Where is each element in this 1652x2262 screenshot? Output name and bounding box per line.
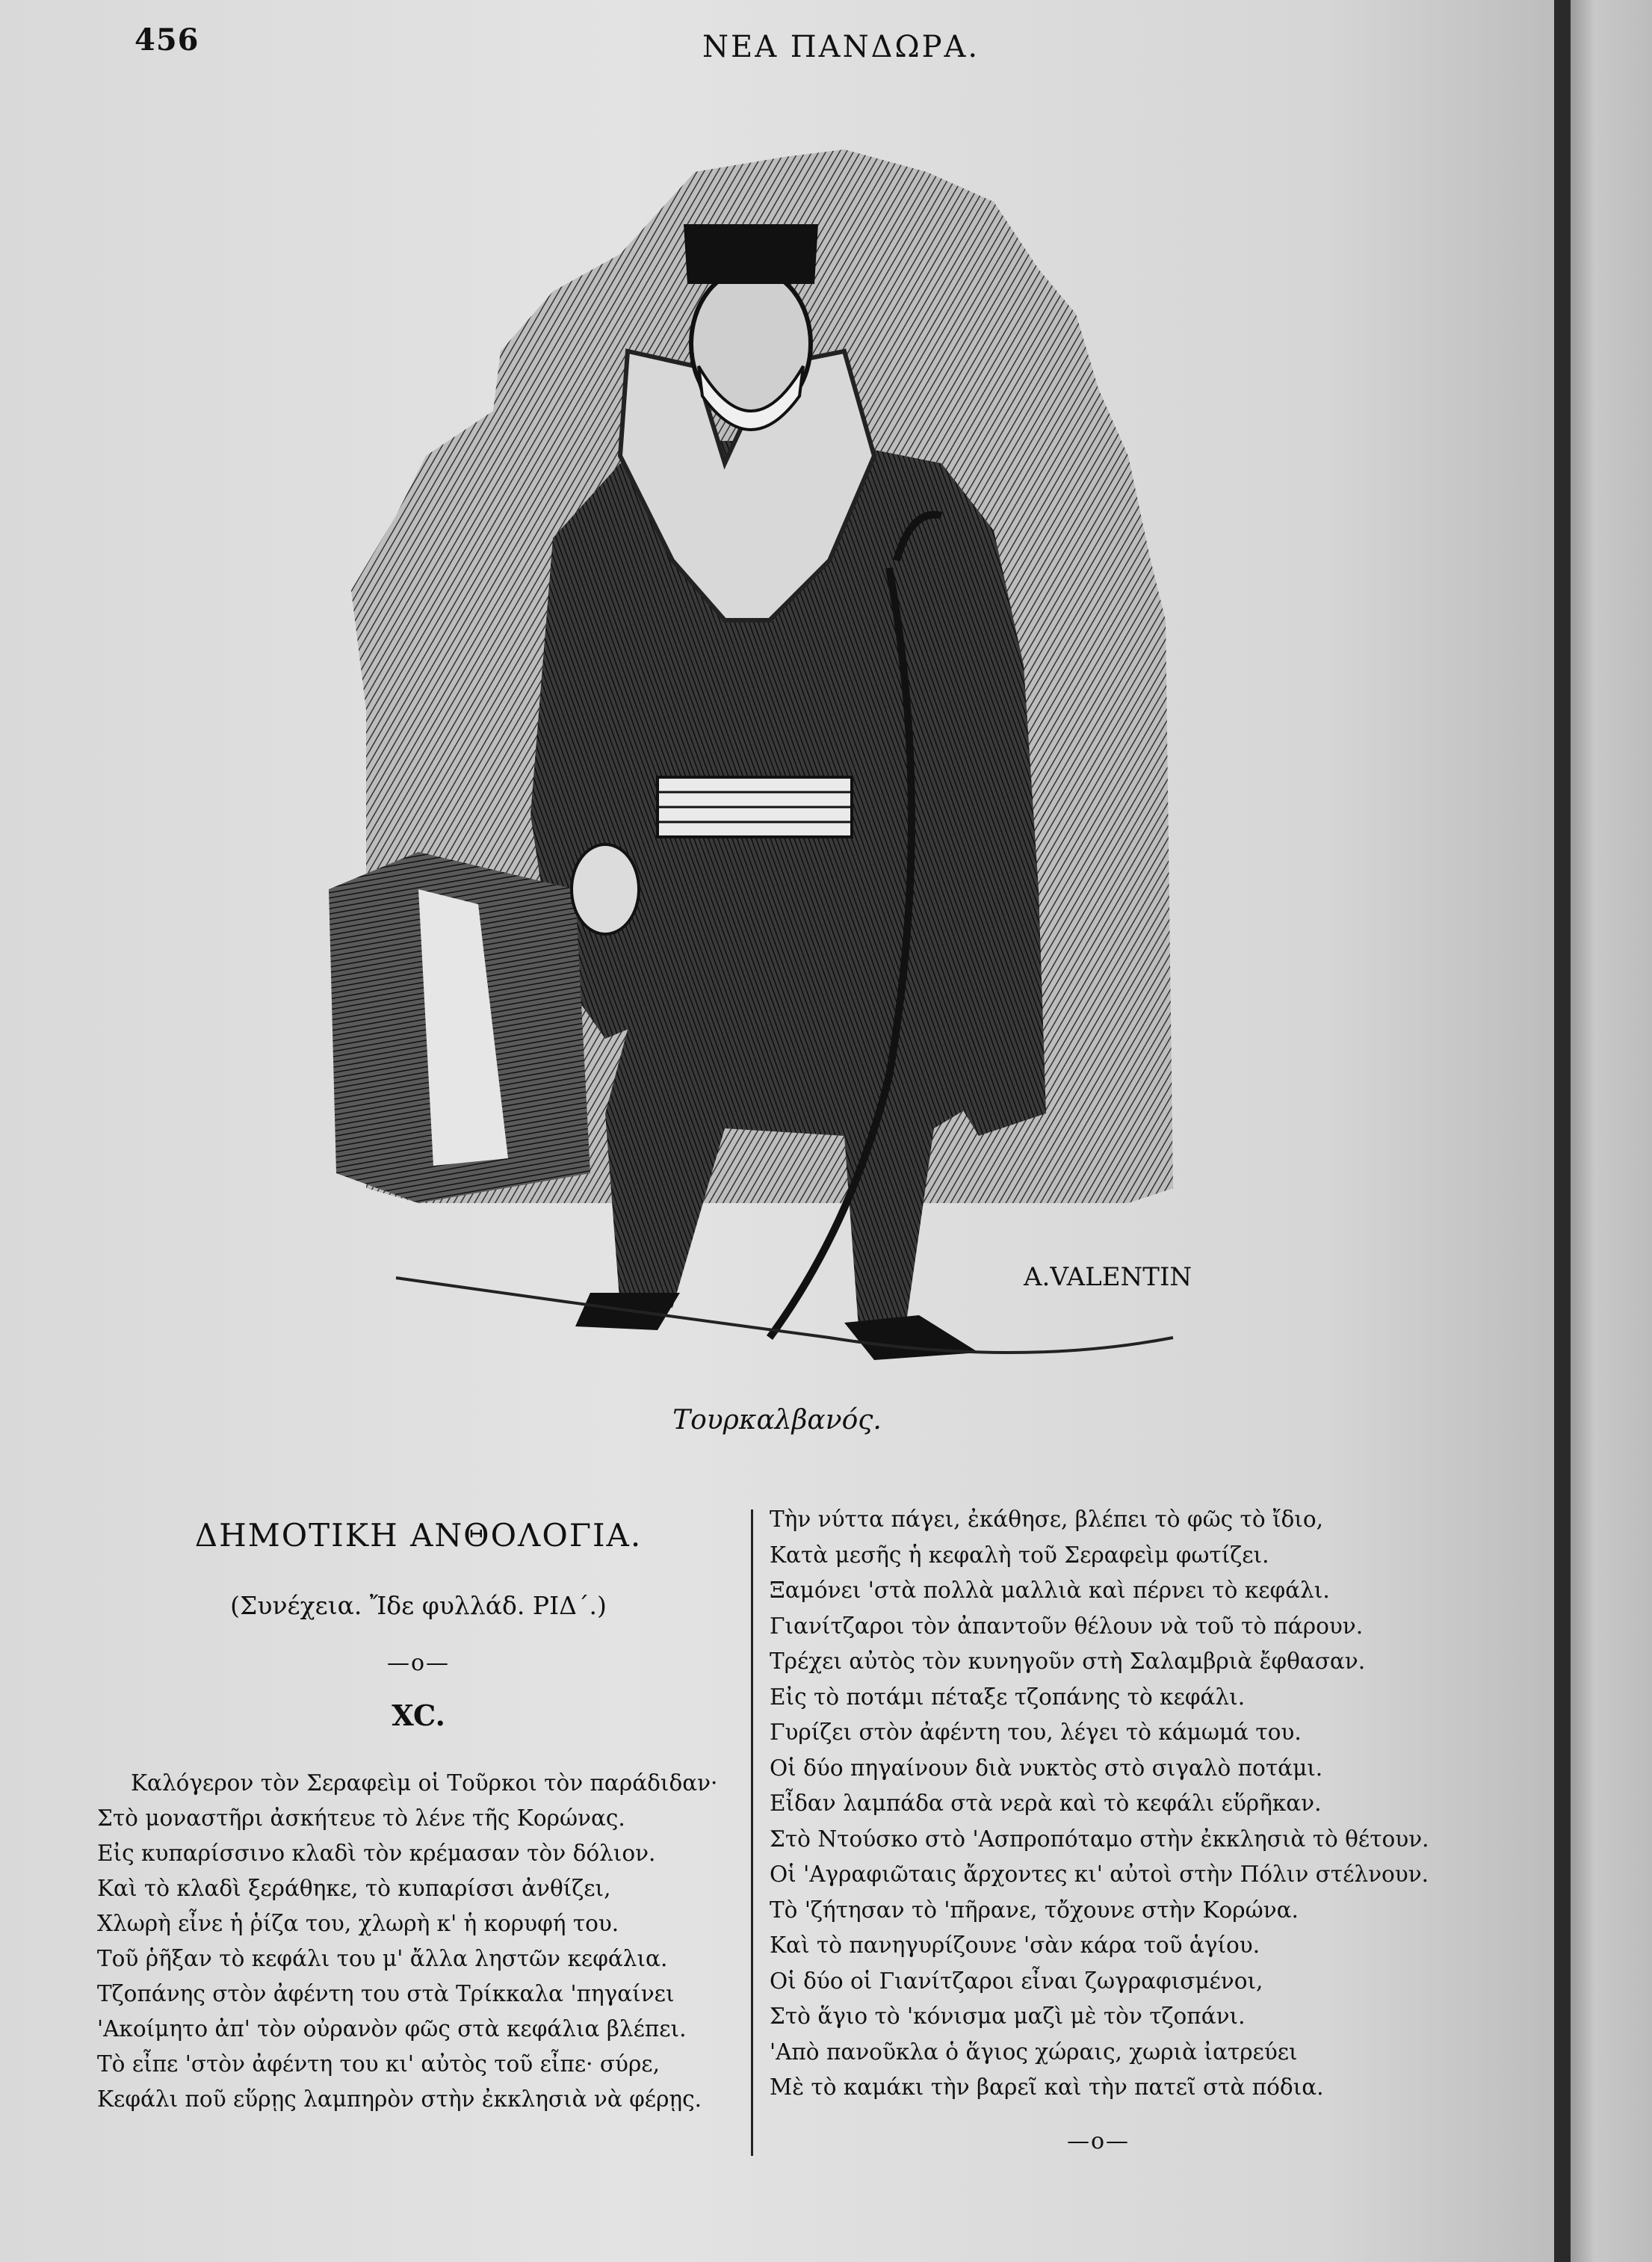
verse-line: Καλόγερον τὸν Σεραφεὶμ οἱ Τοῦρκοι τὸν παράδιδαν· bbox=[131, 1770, 718, 1796]
verse-line: Εἰς κυπαρίσσινο κλαδὶ τὸν κρέμασαν τὸν δόλιον. bbox=[97, 1841, 656, 1866]
illustration-caption: Τουρκαλβανός. bbox=[672, 1405, 882, 1436]
verse-line: Γυρίζει στὸν ἀφέντη του, λέγει τὸ κάμωμά του. bbox=[770, 1719, 1302, 1745]
fez-hat bbox=[684, 224, 818, 284]
left-column bbox=[97, 1517, 740, 2117]
verse-line: Οἱ 'Αγραφιῶταις ἄρχοντες κι' αὐτοὶ στὴν Πόλιν στέλνουν. bbox=[770, 1861, 1429, 1887]
verse-line: Στὸ Ντούσκο στὸ 'Ασπροπόταμο στὴν ἐκκλησιὰ τὸ θέτουν. bbox=[770, 1826, 1429, 1852]
section-title: ΔΗΜΟΤΙΚΗ ΑΝΘΟΛΟΓΙΑ. bbox=[194, 1517, 643, 1554]
verse-line: Στὸ ἅγιο τὸ 'κόνισμα μαζὶ μὲ τὸν τζοπάνι. bbox=[770, 2003, 1246, 2029]
verse-line: Τὸ εἶπε 'στὸν ἀφέντη του κι' αὐτὸς τοῦ εἶπε· σύρε, bbox=[97, 2051, 660, 2077]
right-column bbox=[770, 1502, 1427, 2154]
verse-line: Κατὰ μεσῆς ἡ κεφαλὴ τοῦ Σεραφεὶμ φωτίζει. bbox=[770, 1542, 1269, 1568]
section-divider: —o— bbox=[386, 1650, 451, 1676]
verse-line: Οἱ δύο πηγαίνουν διὰ νυκτὸς στὸ σιγαλὸ ποτάμι. bbox=[770, 1755, 1323, 1781]
verse-line: Εἰς τὸ ποτάμι πέταξε τζοπάνης τὸ κεφάλι. bbox=[770, 1684, 1246, 1710]
book-spine bbox=[1554, 0, 1571, 2262]
engraving-illustration bbox=[306, 142, 1240, 1368]
adjacent-page-edge bbox=[1571, 0, 1652, 2262]
verse-line: Τζοπάνης στὸν ἀφέντη του στὰ Τρίκκαλα 'πηγαίνει bbox=[97, 1981, 675, 2006]
verse-line: Μὲ τὸ καμάκι τὴν βαρεῖ καὶ τὴν πατεῖ στὰ πόδια. bbox=[770, 2074, 1324, 2100]
running-title: ΝΕΑ ΠΑΝΔΩΡΑ. bbox=[702, 30, 980, 64]
verse-line: Καὶ τὸ κλαδὶ ξεράθηκε, τὸ κυπαρίσσι ἀνθίζει, bbox=[97, 1876, 611, 1901]
verse-line: Τοῦ ῥῆξαν τὸ κεφάλι του μ' ἄλλα ληστῶν κεφάλια. bbox=[97, 1946, 668, 1971]
verse-line: Ξαμόνει 'στὰ πολλὰ μαλλιὰ καὶ πέρνει τὸ κεφάλι. bbox=[770, 1577, 1330, 1603]
verse-line: Τρέχει αὐτὸς τὸν κυνηγοῦν στὴ Σαλαμβριὰ ἔφθασαν. bbox=[770, 1648, 1366, 1674]
verse-line: Χλωρὴ εἶνε ἡ ῥίζα του, χλωρὴ κ' ἡ κορυφή του. bbox=[97, 1911, 619, 1936]
end-divider: —o— bbox=[1066, 2127, 1130, 2154]
verse-line: Γιανίτζαροι τὸν ἀπαντοῦν θέλουν νὰ τοῦ τὸ πάρουν. bbox=[770, 1613, 1364, 1639]
engraver-signature: A.VALENTIN bbox=[1024, 1262, 1192, 1292]
column-rule bbox=[751, 1509, 753, 2156]
section-note: (Συνέχεια. Ἴδε φυλλάδ. ΡΙΔ΄.) bbox=[230, 1591, 607, 1620]
verse-line: Καὶ τὸ πανηγυρίζουνε 'σὰν κάρα τοῦ ἁγίου. bbox=[770, 1932, 1260, 1958]
page-number: 456 bbox=[134, 22, 199, 58]
verse-line: Κεφάλι ποῦ εὕρῃς λαμπηρὸν στὴν ἐκκλησιὰ νὰ φέρῃς. bbox=[97, 2086, 702, 2112]
verse-line: 'Απὸ πανοῦκλα ὁ ἅγιος χώραις, χωριὰ ἰατρεύει bbox=[770, 2039, 1298, 2065]
verse-line: Τὴν νύττα πάγει, ἐκάθησε, βλέπει τὸ φῶς τὸ ἴδιο, bbox=[770, 1507, 1324, 1532]
verse-line: Τὸ 'ζήτησαν τὸ 'πῆρανε, τὄχουνε στὴν Κορώνα. bbox=[770, 1897, 1299, 1923]
verse-line: Οἱ δύο οἱ Γιανίτζαροι εἶναι ζωγραφισμένοι, bbox=[770, 1968, 1263, 1994]
poem-number: XC. bbox=[392, 1699, 445, 1732]
verse-line: Εἶδαν λαμπάδα στὰ νερὰ καὶ τὸ κεφάλι εὕρῆκαν. bbox=[770, 1790, 1322, 1816]
verse-line: 'Ακοίμητο ἀπ' τὸν οὐρανὸν φῶς στὰ κεφάλια βλέπει. bbox=[97, 2016, 687, 2042]
verse-line: Στὸ μοναστῆρι ἀσκήτευε τὸ λένε τῆς Κορώνας. bbox=[97, 1805, 625, 1831]
